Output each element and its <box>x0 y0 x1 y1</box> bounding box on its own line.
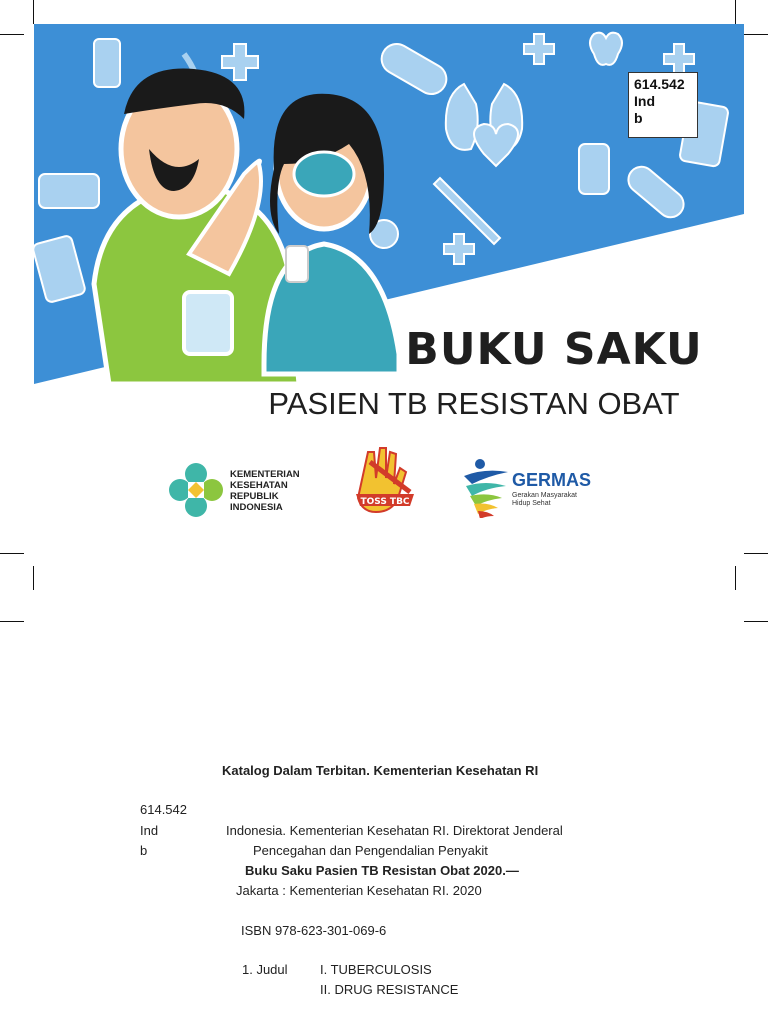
water-glass <box>184 292 232 354</box>
catalog-class-b: b <box>140 843 148 858</box>
class-number: 614.542 <box>634 76 685 92</box>
catalog-author-cont: Pencegahan dan Pengendalian Penyakit <box>253 843 488 858</box>
catalog-book-title: Buku Saku Pasien TB Resistan Obat 2020.— <box>245 863 519 878</box>
catalog-publisher: Jakarta : Kementerian Kesehatan RI. 2020 <box>236 883 482 898</box>
class-b: b <box>634 110 643 126</box>
crop-mark <box>0 621 24 622</box>
crop-mark <box>744 621 768 622</box>
face-mask <box>294 152 354 196</box>
class-ind: Ind <box>634 93 655 109</box>
medicine-bottle-icon <box>579 144 609 194</box>
catalog-class-ind: Ind <box>140 823 159 838</box>
crop-mark <box>735 566 736 590</box>
germas-subtitle-line: Hidup Sehat <box>512 500 551 507</box>
classification-box <box>628 72 698 138</box>
toss-label: TOSS TBC <box>360 497 410 507</box>
crop-mark <box>33 566 34 590</box>
germas-emblem-icon <box>460 456 512 518</box>
catalog-isbn: ISBN 978-623-301-069-6 <box>241 923 387 938</box>
catalog-subject-2: II. DRUG RESISTANCE <box>320 982 459 997</box>
kemenkes-text: KEMENTERIAN <box>230 469 300 480</box>
kemenkes-text: KESEHATAN <box>230 480 288 491</box>
catalog-author: Indonesia. Kementerian Kesehatan RI. Direktorat Jenderal <box>226 823 563 838</box>
sample-cup <box>286 246 308 282</box>
kemenkes-logo <box>166 460 306 520</box>
cover-subtitle: PASIEN TB RESISTAN OBAT <box>268 386 680 421</box>
ambulance-icon <box>39 174 99 208</box>
crop-mark <box>0 553 24 554</box>
catalog-subject-1: I. TUBERCULOSIS <box>320 962 432 977</box>
hand-icon <box>350 442 420 522</box>
toss-tbc-logo <box>350 442 420 522</box>
germas-title: GERMAS <box>512 470 592 490</box>
cover-title: BUKU SAKU <box>405 324 703 375</box>
crop-mark <box>744 553 768 554</box>
crop-mark <box>744 34 768 35</box>
catalog-heading: Katalog Dalam Terbitan. Kementerian Kesehatan RI <box>222 763 539 778</box>
crop-mark <box>33 0 34 24</box>
kemenkes-emblem-icon <box>166 460 226 520</box>
medicine-bottle-icon <box>94 39 120 87</box>
kemenkes-text: REPUBLIK <box>230 491 279 502</box>
kemenkes-text: INDONESIA <box>230 502 283 513</box>
catalog-class-number: 614.542 <box>140 802 187 817</box>
crop-mark <box>735 0 736 24</box>
germas-logo <box>460 456 590 518</box>
catalog-subject-label: 1. Judul <box>242 962 288 977</box>
germas-subtitle <box>512 492 577 508</box>
germas-subtitle-line: Gerakan Masyarakat <box>512 492 577 499</box>
crop-mark <box>0 34 24 35</box>
